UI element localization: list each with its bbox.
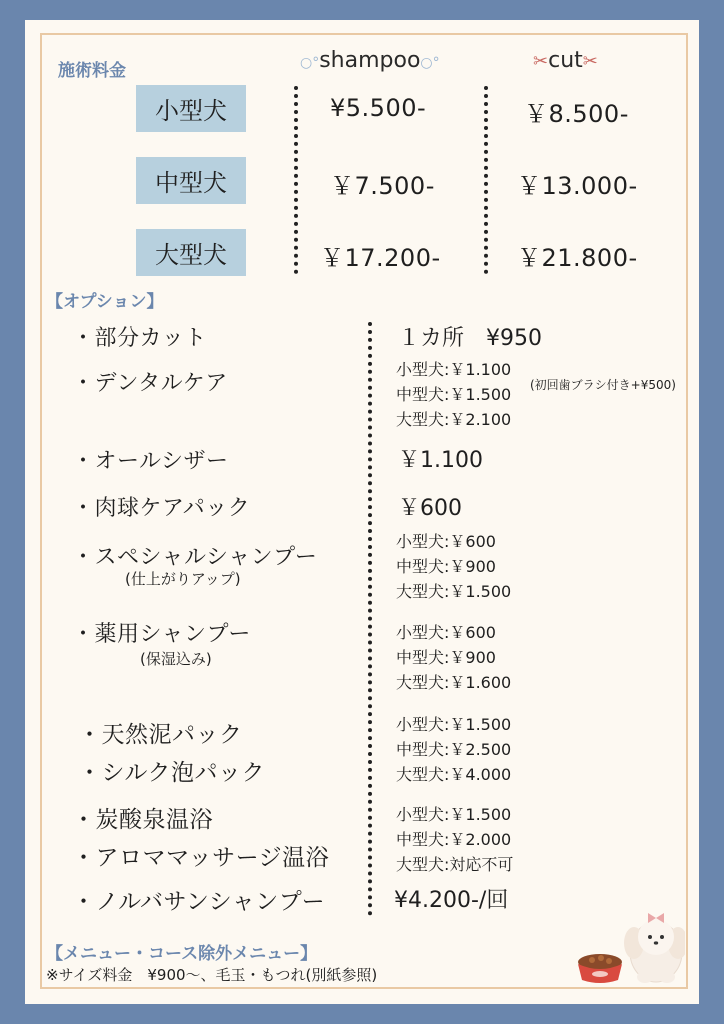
dog-bowl-illustration bbox=[574, 950, 626, 986]
size-medium: 中型犬 bbox=[136, 157, 246, 204]
size-large: 大型犬 bbox=[136, 229, 246, 276]
cut-column-header bbox=[533, 48, 598, 73]
options-title: 【オプション】 bbox=[46, 292, 164, 312]
column-divider bbox=[484, 86, 488, 274]
price-small: 小型犬:￥1.500 bbox=[396, 715, 512, 734]
cut-price-medium: ￥13.000- bbox=[517, 172, 638, 200]
shampoo-column-header bbox=[300, 48, 440, 73]
size-small: 小型犬 bbox=[136, 85, 246, 132]
price-medium: 中型犬:￥900 bbox=[396, 648, 496, 667]
price-medium: 中型犬:￥2.000 bbox=[396, 830, 512, 849]
shampoo-price-large: ￥17.200- bbox=[320, 244, 441, 272]
option-special-shampoo-sub: (仕上がりアップ) bbox=[125, 570, 241, 588]
options-divider bbox=[368, 322, 372, 916]
option-carbonated-bath: ・炭酸泉温浴 bbox=[72, 807, 213, 833]
option-mud-pack: ・天然泥パック bbox=[78, 722, 243, 748]
option-bath-prices bbox=[396, 802, 513, 877]
price-medium: 中型犬:￥2.500 bbox=[396, 740, 512, 759]
option-partial-cut: ・部分カット bbox=[72, 326, 207, 351]
price-large: 大型犬:￥4.000 bbox=[396, 765, 512, 784]
option-dental-note: (初回歯ブラシ付き+¥500) bbox=[530, 378, 676, 392]
option-medicated-shampoo: ・薬用シャンプー bbox=[72, 622, 251, 647]
option-dental: ・デンタルケア bbox=[72, 371, 228, 396]
cut-price-small: ￥8.500- bbox=[524, 100, 629, 128]
price-small: 小型犬:￥1.100 bbox=[396, 360, 512, 379]
bubble-icon: ○° bbox=[300, 55, 320, 71]
option-medicated-shampoo-prices bbox=[396, 620, 511, 695]
option-all-scissor: ・オールシザー bbox=[72, 449, 229, 474]
scissors-icon: ✂ bbox=[582, 51, 598, 72]
option-paw-pack: ・肉球ケアパック bbox=[72, 496, 251, 521]
price-large: 大型犬:￥1.600 bbox=[396, 673, 512, 692]
option-medicated-shampoo-sub: (保湿込み) bbox=[140, 650, 212, 668]
price-medium: 中型犬:￥900 bbox=[396, 557, 496, 576]
option-pack-prices bbox=[396, 712, 511, 787]
price-large: 大型犬:￥2.100 bbox=[396, 410, 512, 429]
bubble-icon: ○° bbox=[420, 55, 440, 71]
price-small: 小型犬:￥600 bbox=[396, 623, 496, 642]
price-large: 大型犬:対応不可 bbox=[396, 855, 514, 874]
option-dental-prices bbox=[396, 357, 511, 432]
column-divider bbox=[294, 86, 298, 274]
option-special-shampoo-prices bbox=[396, 529, 511, 604]
option-silk-pack: ・シルク泡パック bbox=[78, 760, 265, 786]
shampoo-price-medium: ￥7.500- bbox=[330, 172, 435, 200]
price-section-title: 施術料金 bbox=[58, 61, 126, 81]
option-all-scissor-price: ￥1.100 bbox=[398, 448, 483, 473]
shampoo-label: shampoo bbox=[319, 48, 421, 73]
excluded-menu-note: ※サイズ料金 ¥900～、毛玉・もつれ(別紙参照) bbox=[46, 966, 378, 984]
option-nolvasan-shampoo: ・ノルバサンシャンプー bbox=[72, 889, 326, 915]
price-small: 小型犬:￥1.500 bbox=[396, 805, 512, 824]
option-special-shampoo: ・スペシャルシャンプー bbox=[72, 545, 318, 570]
scissors-icon: ✂ bbox=[533, 51, 549, 72]
option-aroma-bath: ・アロママッサージ温浴 bbox=[72, 845, 330, 871]
shampoo-price-small: ¥5.500- bbox=[330, 94, 427, 122]
option-paw-pack-price: ￥600 bbox=[398, 496, 462, 521]
price-large: 大型犬:￥1.500 bbox=[396, 582, 512, 601]
excluded-menu-title: 【メニュー・コース除外メニュー】 bbox=[46, 944, 318, 964]
cut-label: cut bbox=[548, 48, 583, 73]
option-partial-cut-price: １カ所 ¥950 bbox=[398, 326, 542, 351]
price-medium: 中型犬:￥1.500 bbox=[396, 385, 512, 404]
cut-price-large: ￥21.800- bbox=[517, 244, 638, 272]
price-small: 小型犬:￥600 bbox=[396, 532, 496, 551]
option-nolvasan-shampoo-price: ¥4.200-/回 bbox=[394, 888, 509, 913]
